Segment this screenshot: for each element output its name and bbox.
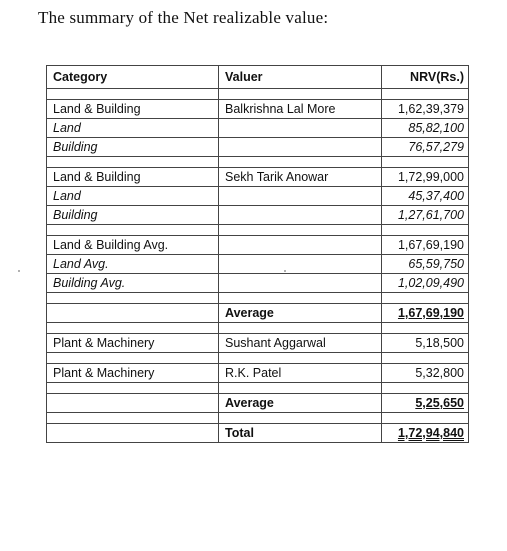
nrv-cell: 45,37,400 xyxy=(382,187,469,206)
table-row xyxy=(47,236,469,255)
nrv-cell: 5,32,800 xyxy=(382,364,469,383)
valuer-cell xyxy=(219,138,382,157)
valuer-cell: R.K. Patel xyxy=(219,364,382,383)
category-cell: Building xyxy=(47,206,219,225)
spacer-row xyxy=(47,323,469,334)
table-row xyxy=(47,119,469,138)
table-row xyxy=(47,100,469,119)
table-row xyxy=(47,334,469,353)
category-cell: Building Avg. xyxy=(47,274,219,293)
valuer-cell: Sushant Aggarwal xyxy=(219,334,382,353)
category-cell: Plant & Machinery xyxy=(47,364,219,383)
table-row xyxy=(47,206,469,225)
header-category: Category xyxy=(47,66,219,89)
total-label: Total xyxy=(219,424,382,443)
header-valuer: Valuer xyxy=(219,66,382,89)
nrv-cell: 5,18,500 xyxy=(382,334,469,353)
page-heading: The summary of the Net realizable value: xyxy=(38,8,329,27)
average-value: 1,67,69,190 xyxy=(382,304,469,323)
table-row xyxy=(47,364,469,383)
nrv-cell: 1,62,39,379 xyxy=(382,100,469,119)
table-row xyxy=(47,394,469,413)
nrv-cell: 1,27,61,700 xyxy=(382,206,469,225)
average-value: 5,25,650 xyxy=(382,394,469,413)
valuer-cell xyxy=(219,187,382,206)
valuer-cell xyxy=(219,206,382,225)
valuer-cell xyxy=(219,274,382,293)
table-row xyxy=(47,138,469,157)
stray-mark xyxy=(18,270,20,272)
nrv-cell: 85,82,100 xyxy=(382,119,469,138)
spacer-row xyxy=(47,89,469,100)
table-row xyxy=(47,304,469,323)
header-nrv: NRV(Rs.) xyxy=(382,66,469,89)
spacer-row xyxy=(47,225,469,236)
table-row xyxy=(47,255,469,274)
category-cell xyxy=(47,424,219,443)
category-cell: Building xyxy=(47,138,219,157)
valuer-cell: Sekh Tarik Anowar xyxy=(219,168,382,187)
nrv-cell: 1,02,09,490 xyxy=(382,274,469,293)
category-cell: Land & Building Avg. xyxy=(47,236,219,255)
average-label: Average xyxy=(219,394,382,413)
category-cell: Land & Building xyxy=(47,168,219,187)
spacer-row xyxy=(47,383,469,394)
category-cell: Land xyxy=(47,187,219,206)
valuer-cell xyxy=(219,236,382,255)
nrv-cell: 76,57,279 xyxy=(382,138,469,157)
table-row xyxy=(47,187,469,206)
category-cell xyxy=(47,304,219,323)
spacer-row xyxy=(47,353,469,364)
category-cell xyxy=(47,394,219,413)
valuer-cell xyxy=(219,119,382,138)
table-row xyxy=(47,274,469,293)
average-label: Average xyxy=(219,304,382,323)
nrv-cell: 1,72,99,000 xyxy=(382,168,469,187)
table-header-row xyxy=(47,66,469,89)
valuer-cell: Balkrishna Lal More xyxy=(219,100,382,119)
category-cell: Plant & Machinery xyxy=(47,334,219,353)
total-value: 1,72,94,840 xyxy=(382,424,469,443)
category-cell: Land & Building xyxy=(47,100,219,119)
spacer-row xyxy=(47,293,469,304)
valuer-cell xyxy=(219,255,382,274)
nrv-cell: 65,59,750 xyxy=(382,255,469,274)
table-row xyxy=(47,424,469,443)
nrv-summary-table xyxy=(46,65,469,443)
spacer-row xyxy=(47,157,469,168)
category-cell: Land Avg. xyxy=(47,255,219,274)
nrv-cell: 1,67,69,190 xyxy=(382,236,469,255)
spacer-row xyxy=(47,413,469,424)
category-cell: Land xyxy=(47,119,219,138)
table-row xyxy=(47,168,469,187)
